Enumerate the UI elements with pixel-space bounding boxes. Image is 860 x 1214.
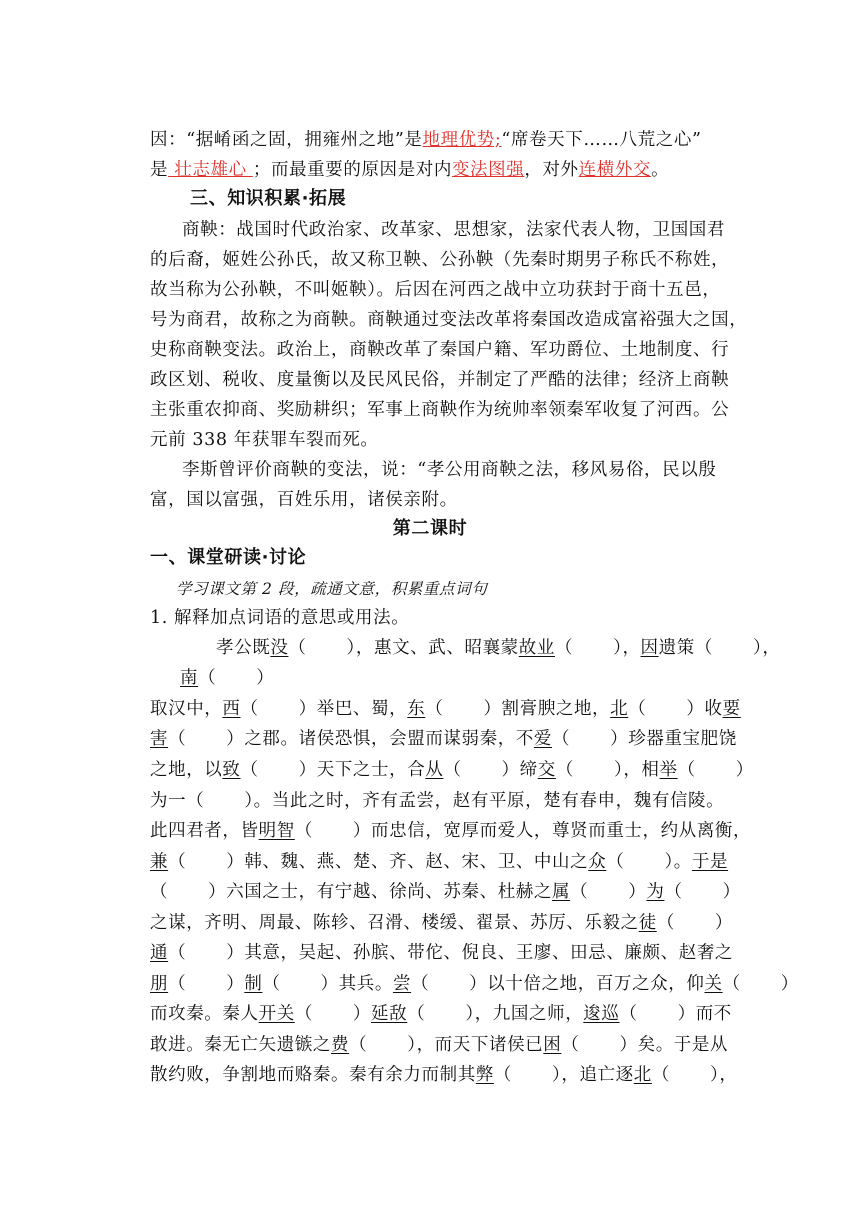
- exercise-line-1: 孝公既没（ ），惠文、武、昭襄蒙故业（ ），因遗策（ ），: [216, 638, 781, 658]
- exercise-line-4: 害（ ）之郡。诸侯恐惧，会盟而谋弱秦，不爱（ ）珍器重宝肥饶: [150, 729, 737, 749]
- answer-reform: 变法图强: [451, 160, 525, 180]
- answer-line-1: [150, 125, 710, 155]
- para-shangyang-line-6: 政区划、税收、度量衡以及民风民俗，并制定了严酷的法律；经济上商鞅: [150, 370, 730, 390]
- section-heading-reading: 一、课堂研读·讨论: [150, 547, 307, 568]
- exercise-line-15: 散约败，争割地而赂秦。秦有余力而制其弊（ ），追亡逐北（ ），: [150, 1065, 738, 1085]
- para-shangyang-line-1: 商鞅：战国时代政治家、改革家、思想家，法家代表人物，卫国国君: [182, 220, 725, 240]
- exercise-line-3: 取汉中，西（ ）举巴、蜀，东（ ）割膏腴之地，北（ ）收要: [150, 699, 741, 719]
- exercise-line-10: 之谋，齐明、周最、陈轸、召滑、楼缓、翟景、苏厉、乐毅之徒（ ）: [150, 913, 734, 933]
- para-lisi-line-1: 李斯曾评价商鞅的变法，说：“孝公用商鞅之法，移风易俗，民以殷: [182, 460, 717, 480]
- exercise-line-2: 南（ ）: [180, 668, 275, 688]
- lesson-title: 第二课时: [392, 518, 468, 539]
- answer-diplomacy: 连横外交: [578, 160, 652, 180]
- para-shangyang-line-8: 元前 338 年获罪车裂而死。: [150, 430, 379, 450]
- text: ，对外: [524, 160, 579, 180]
- exercise-line-9: （ ）六国之士，有宁越、徐尚、苏秦、杜赫之属（ ）为（ ）: [150, 882, 741, 902]
- para-shangyang-line-7: 主张重农抑商、奖励耕织；军事上商鞅作为统帅率领秦军收复了河西。公: [150, 400, 730, 420]
- text: 因：“据崤函之固，拥雍州之地”是: [150, 130, 423, 150]
- exercise-line-13: 而攻秦。秦人开关（ ）延敌（ ），九国之师，逡巡（ ）而不: [150, 1004, 732, 1024]
- exercise-line-7: 此四君者，皆明智（ ）而忠信，宽厚而爱人，尊贤而重士，约从离衡，: [150, 821, 752, 841]
- answer-ambition: 壮志雄心: [168, 160, 253, 180]
- exercise-line-11: 通（ ）其意，吴起、孙膑、带佗、倪良、王廖、田忌、廉颇、赵奢之: [150, 943, 734, 963]
- exercise-line-14: 敢进。秦无亡矢遗镞之费（ ），而天下诸侯已困（ ）矣。于是从: [150, 1035, 729, 1055]
- answer-geography: 地理优势;: [422, 130, 502, 150]
- instruction-text: 学习课文第 2 段，疏通文意，积累重点词句: [176, 580, 488, 598]
- answer-line-2: [150, 155, 710, 185]
- section-heading-knowledge: 三、知识积累·拓展: [190, 188, 347, 209]
- text: ；而最重要的原因是对内: [252, 160, 452, 180]
- para-shangyang-line-4: 号为商君，故称之为商鞅。商鞅通过变法改革将秦国改造成富裕强大之国，: [150, 310, 748, 330]
- para-shangyang-line-3: 故当称为公孙鞅，不叫姬鞅）。后因在河西之战中立功获封于商十五邑，: [150, 280, 721, 300]
- question-1: 1. 解释加点词语的意思或用法。: [150, 608, 410, 628]
- para-shangyang-line-2: 的后裔，姬姓公孙氏，故又称卫鞅、公孙鞅（先秦时期男子称氏不称姓，: [150, 250, 730, 270]
- text: “席卷天下……八荒之心”: [501, 130, 702, 150]
- para-shangyang-line-5: 史称商鞅变法。政治上，商鞅改革了秦国户籍、军功爵位、土地制度、行: [150, 340, 730, 360]
- text: 是: [150, 160, 169, 180]
- exercise-line-8: 兼（ ）韩、魏、燕、楚、齐、赵、宋、卫、中山之众（ ）。于是: [150, 852, 729, 872]
- para-lisi-line-2: 富，国以富强，百姓乐用，诸侯亲附。: [150, 490, 458, 510]
- exercise-line-6: 为一（ ）。当此之时，齐有孟尝，赵有平原，楚有春申，魏有信陵。: [150, 791, 725, 811]
- exercise-line-12: 朋（ ）制（ ）其兵。尝（ ）以十倍之地，百万之众，仰关（ ）: [150, 974, 799, 994]
- exercise-line-5: 之地，以致（ ）天下之士，合从（ ）缔交（ ），相举（ ）: [150, 760, 754, 780]
- text: 。: [651, 160, 670, 180]
